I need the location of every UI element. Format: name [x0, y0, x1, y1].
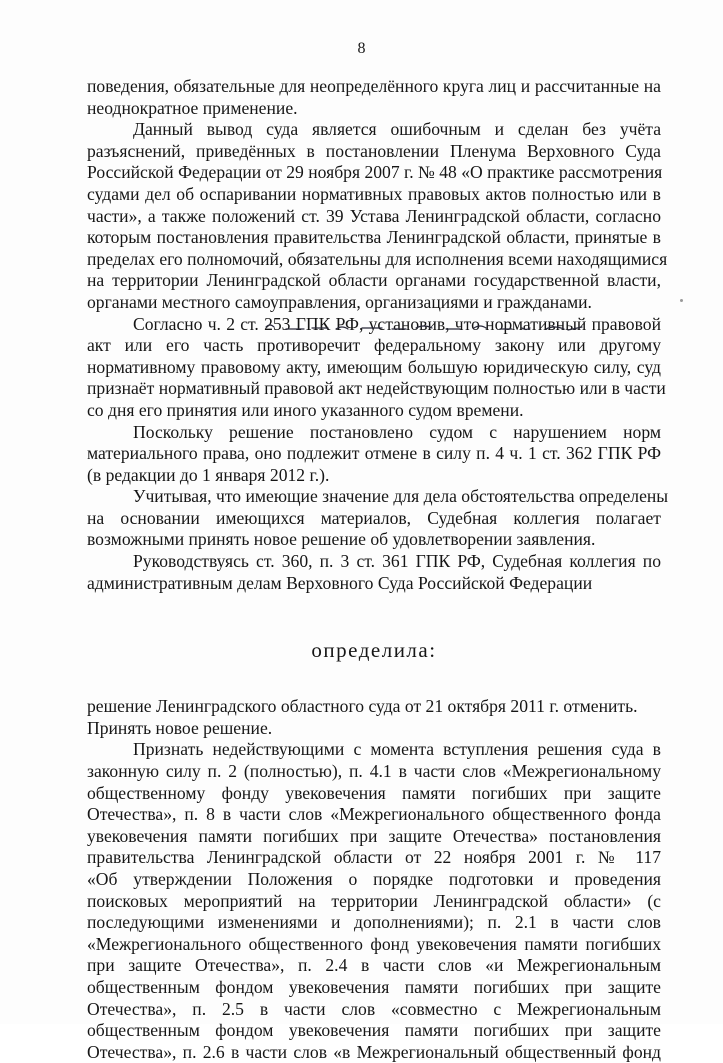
text-line: общественным фондом увековечения памяти погибших при защите — [87, 976, 661, 997]
text-line: возможными принять новое решение об удовлетворении заявления. — [87, 529, 596, 550]
text-line: Учитывая, что имеющие значение для дела обстоятельства определены — [133, 486, 669, 507]
paragraph — [87, 718, 661, 740]
text-line: Согласно ч. 2 ст. 253 ГПК РФ, установив, что нормативный правовой — [133, 313, 661, 334]
handwritten-underline-mark — [264, 322, 594, 332]
page-number: 8 — [357, 40, 366, 57]
text-line: Поскольку решение постановлено судом с нарушением норм — [133, 421, 661, 442]
paragraph — [87, 119, 668, 313]
text-line: общественному фонду увековечения памяти погибших при защите — [87, 782, 661, 803]
text-line: Признать недействующими с момента вступления решения суда в — [133, 739, 661, 760]
text-line: части», а также положений ст. 39 Устава Ленинградской области, согласно — [87, 205, 661, 226]
text-line: нормативному правовому акту, имеющим большую юридическую силу, суд — [87, 356, 661, 377]
text-line: общественным фондом увековечения памяти погибших при защите — [87, 1020, 661, 1041]
text-line: разъяснений, приведённых в постановлении Пленума Верховного Суда — [87, 140, 661, 161]
text-line: судами дел об оспаривании нормативных правовых актов полностью или в — [87, 183, 661, 204]
text-line: «Межрегионального общественного фонд увековечения памяти погибших — [87, 933, 661, 954]
text-line: административным делам Верховного Суда Российской Федерации — [87, 572, 593, 593]
text-line: увековечения памяти погибших при защите Отечества» постановления — [87, 825, 661, 846]
text-line: неоднократное применение. — [87, 97, 298, 118]
text-line: которым постановления правительства Ленинградской области, принятые в — [87, 227, 661, 248]
text-line: (в редакции до 1 января 2012 г.). — [87, 464, 330, 485]
text-line: Российской Федерации от 29 ноября 2007 г. № 48 «О практике рассмотрения — [87, 162, 663, 183]
text-line: признаёт нормативный правовой акт недействующим полностью или в части — [87, 378, 666, 399]
decision-section — [87, 696, 661, 1063]
text-line: Руководствуясь ст. 360, п. 3 ст. 361 ГПК РФ, Судебная коллегия по — [133, 551, 661, 572]
scan-speck — [680, 299, 683, 302]
text-line: со дня его принятия или иного указанного судом времени. — [87, 399, 524, 420]
paragraph — [87, 696, 661, 718]
text-line: поисковых мероприятий на территории Ленинградской области» (с — [87, 890, 661, 911]
reasoning-section — [87, 76, 669, 594]
text-line: Отечества», п. 2.6 в части слов «в Межрегиональный общественный фонд — [87, 1041, 661, 1062]
text-line: на территории Ленинградской области органами государственной власти, — [87, 270, 661, 291]
text-line: пределах его полномочий, обязательны для исполнения всеми находящимися — [87, 248, 668, 269]
text-line: органами местного самоуправления, организациями и гражданами. — [87, 291, 592, 312]
paragraph — [87, 486, 669, 551]
text-line: решение Ленинградского областного суда от 21 октября 2011 г. отменить. — [87, 696, 638, 717]
paragraph — [87, 551, 661, 594]
paragraph — [87, 422, 661, 487]
text-line: последующими изменениями и дополнениями); п. 2.1 в части слов — [87, 912, 661, 933]
document-body — [87, 76, 669, 1063]
text-line: Данный вывод суда является ошибочным и сделан без учёта — [133, 119, 661, 140]
text-line: правительства Ленинградской области от 22 ноября 2001 г. № 117 — [87, 847, 661, 868]
decision-heading: определила: — [311, 638, 437, 663]
text-line: Принять новое решение. — [87, 717, 273, 738]
paragraph — [87, 76, 661, 119]
text-line: материального права, оно подлежит отмене в силу п. 4 ч. 1 ст. 362 ГПК РФ — [87, 443, 661, 464]
text-line: законную силу п. 2 (полностью), п. 4.1 в части слов «Межрегиональному — [87, 761, 661, 782]
paragraph — [87, 739, 661, 1063]
text-line: акт или его часть противоречит федеральному закону или другому — [87, 335, 661, 356]
text-line: Отечества», п. 2.5 в части слов «совместно с Межрегиональным — [87, 998, 661, 1019]
text-line: «Об утверждении Положения о порядке подготовки и проведения — [87, 869, 661, 889]
text-line: на основании имеющихся материалов, Судебная коллегия полагает — [87, 507, 661, 528]
text-line: поведения, обязательные для неопределённого круга лиц и рассчитанные на — [87, 76, 661, 96]
text-line: Отечества», п. 8 в части слов «Межрегионального общественного фонда — [87, 804, 661, 825]
text-line: при защите Отечества», п. 2.4 в части слов «и Межрегиональным — [87, 955, 661, 976]
